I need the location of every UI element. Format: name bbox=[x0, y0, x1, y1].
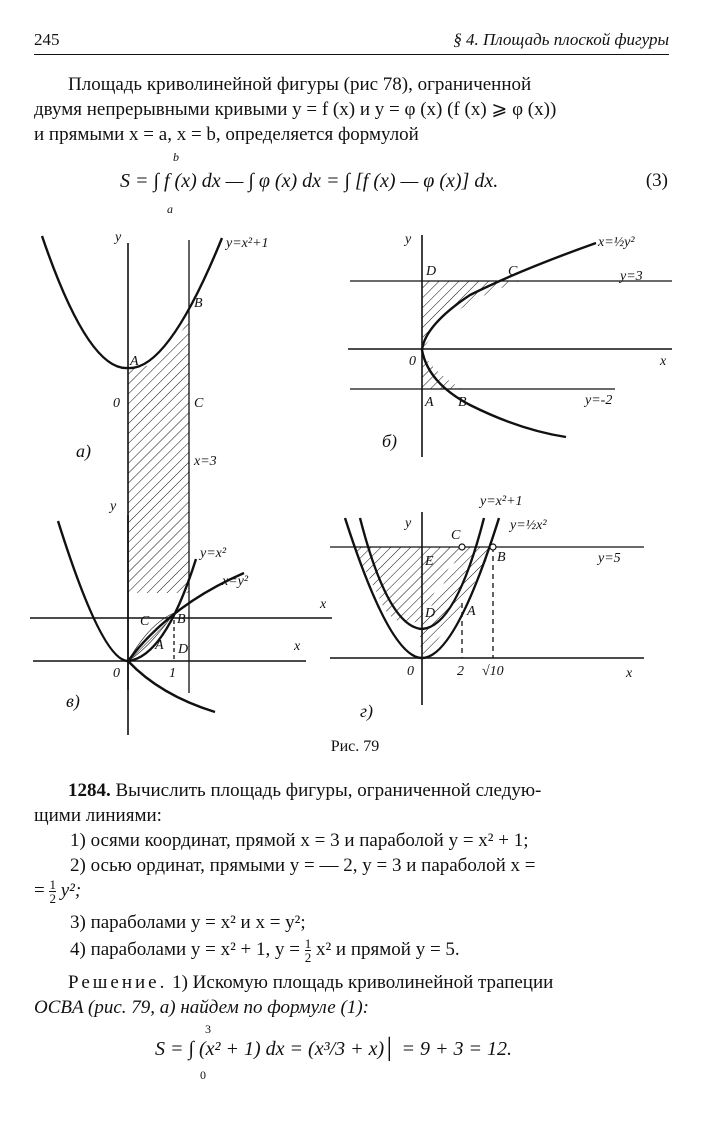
panel-b bbox=[348, 232, 672, 457]
solution-line-1 bbox=[34, 970, 670, 995]
panel-g-x-label: x bbox=[626, 666, 633, 681]
problem-item-4-pre: 4) параболами y = x² + 1, y = bbox=[70, 939, 300, 960]
panel-g-point-a: A bbox=[467, 604, 476, 619]
solution-line-2: OCBA (рис. 79, а) найдем по формуле (1): bbox=[34, 997, 369, 1018]
problem-item-4 bbox=[70, 937, 670, 964]
solution-text-1: 1) Искомую площадь криволинейной трапеции bbox=[172, 972, 554, 993]
problem-number: 1284. bbox=[68, 780, 111, 801]
panel-g-origin: 0 bbox=[407, 664, 414, 679]
problem-item-2-numerator: 1 bbox=[49, 877, 56, 893]
panel-g bbox=[330, 494, 644, 722]
panel-g-point-b: B bbox=[497, 550, 506, 565]
formula-3-upper: b bbox=[173, 150, 179, 164]
panel-a-line-label: x=3 bbox=[194, 454, 217, 469]
panel-a-origin: 0 bbox=[113, 396, 120, 411]
problem-item-2-eq: = bbox=[34, 880, 45, 901]
panel-v-curve2-label: x=y² bbox=[222, 574, 249, 589]
panel-g-point-c: C bbox=[451, 528, 461, 543]
panel-b-x-label: x bbox=[660, 354, 667, 369]
solution-formula-upper: 3 bbox=[205, 1022, 211, 1036]
panel-b-y-label: y bbox=[405, 232, 412, 247]
problem-line-1 bbox=[34, 778, 670, 803]
problem-item-2-fraction bbox=[49, 878, 56, 905]
panel-g-point-c-dot bbox=[459, 544, 465, 550]
page-number: 245 bbox=[34, 30, 60, 49]
problem-item-3: 3) параболами y = x² и x = y²; bbox=[70, 912, 306, 933]
intro-line-3: и прямыми x = a, x = b, определяется формулой bbox=[34, 124, 419, 145]
panel-b-top-line-label: y=3 bbox=[620, 269, 643, 284]
panel-v-point-d: D bbox=[178, 642, 189, 657]
solution-formula-lower: 0 bbox=[200, 1068, 206, 1082]
panel-v-point-a: A bbox=[155, 638, 164, 653]
page-header bbox=[34, 30, 669, 55]
panel-v-y-label: y bbox=[110, 499, 117, 514]
problem-item-1: 1) осями координат, прямой x = 3 и параболой y = x² + 1; bbox=[70, 830, 529, 851]
panel-v-point-b: B bbox=[177, 612, 186, 627]
panel-v-point-c: C bbox=[140, 614, 150, 629]
intro-line-2: двумя непрерывными кривыми y = f (x) и y = φ (x) (f (x) ⩾ φ (x)) bbox=[34, 99, 557, 120]
panel-g-point-b-dot bbox=[490, 544, 496, 550]
problem-item-4-numerator: 1 bbox=[304, 936, 312, 952]
problem-line-2: щими линиями: bbox=[34, 805, 162, 826]
problem-item-2-tail: y²; bbox=[60, 880, 82, 901]
panel-a-y-label: y bbox=[115, 230, 122, 245]
problem-item-4-post: x² и прямой y = 5. bbox=[315, 939, 460, 960]
figure-79 bbox=[0, 225, 710, 735]
panel-a-x-label: x bbox=[320, 597, 327, 612]
solution-formula-body: S = ∫ (x² + 1) dx = (x³/3 + x)│ = 9 + 3 = 12. bbox=[155, 1038, 512, 1060]
panel-g-point-e: E bbox=[425, 554, 434, 569]
intro-line-1: Площадь криволинейной фигуры (рис 78), ограниченной bbox=[68, 74, 532, 95]
panel-v-origin: 0 bbox=[113, 666, 120, 681]
panel-g-curve1-label: y=x²+1 bbox=[480, 494, 523, 509]
problem-item-2-denominator: 2 bbox=[49, 891, 56, 907]
panel-v-sublabel: в) bbox=[66, 691, 80, 711]
panel-a-point-b: B bbox=[194, 296, 203, 311]
panel-b-point-a: A bbox=[425, 395, 434, 410]
panel-a-point-c: C bbox=[194, 396, 204, 411]
panel-b-sublabel: б) bbox=[382, 431, 398, 451]
solution-head: Решение. bbox=[68, 972, 168, 993]
panel-b-origin: 0 bbox=[409, 354, 416, 369]
panel-g-tick-2: 2 bbox=[457, 664, 464, 679]
panel-v-tick-1: 1 bbox=[169, 666, 176, 681]
panel-b-shaded-region bbox=[422, 281, 520, 389]
panel-g-tick-sqrt10: √10 bbox=[482, 664, 504, 679]
panel-g-line-label: y=5 bbox=[598, 551, 621, 566]
panel-g-y-label: y bbox=[405, 516, 412, 531]
problem-item-2: 2) осью ординат, прямыми y = — 2, y = 3 и параболой x = bbox=[70, 855, 536, 876]
panel-b-bottom-line-label: y=-2 bbox=[585, 393, 613, 408]
formula-3-body: S = ∫ f (x) dx — ∫ φ (x) dx = ∫ [f (x) — φ (x)] dx. bbox=[120, 170, 499, 192]
panel-g-point-d: D bbox=[425, 606, 436, 621]
panel-a-curve-label: y=x²+1 bbox=[226, 236, 269, 251]
panel-b-point-b: B bbox=[458, 395, 467, 410]
panel-v-curve1-label: y=x² bbox=[200, 546, 227, 561]
formula-3-number: (3) bbox=[645, 170, 668, 191]
panel-b-point-d: D bbox=[426, 264, 437, 279]
section-title: § 4. Площадь плоской фигуры bbox=[453, 30, 669, 49]
figure-caption: Рис. 79 bbox=[330, 738, 380, 755]
panel-v-x-label: x bbox=[294, 639, 301, 654]
panel-g-curve2-label: y=½x² bbox=[510, 518, 547, 533]
problem-text-1: Вычислить площадь фигуры, ограниченной следую- bbox=[115, 780, 542, 801]
panel-a-point-a: A bbox=[130, 354, 139, 369]
panel-g-sublabel: г) bbox=[360, 701, 374, 721]
panel-a-sublabel: а) bbox=[76, 441, 91, 461]
problem-item-2-cont bbox=[34, 878, 670, 908]
problem-item-4-denominator: 2 bbox=[304, 950, 312, 966]
panel-b-point-c: C bbox=[508, 264, 518, 279]
panel-b-curve-label: x=½y² bbox=[598, 235, 635, 250]
problem-item-4-fraction bbox=[305, 937, 312, 964]
formula-3-lower: a bbox=[167, 202, 173, 216]
